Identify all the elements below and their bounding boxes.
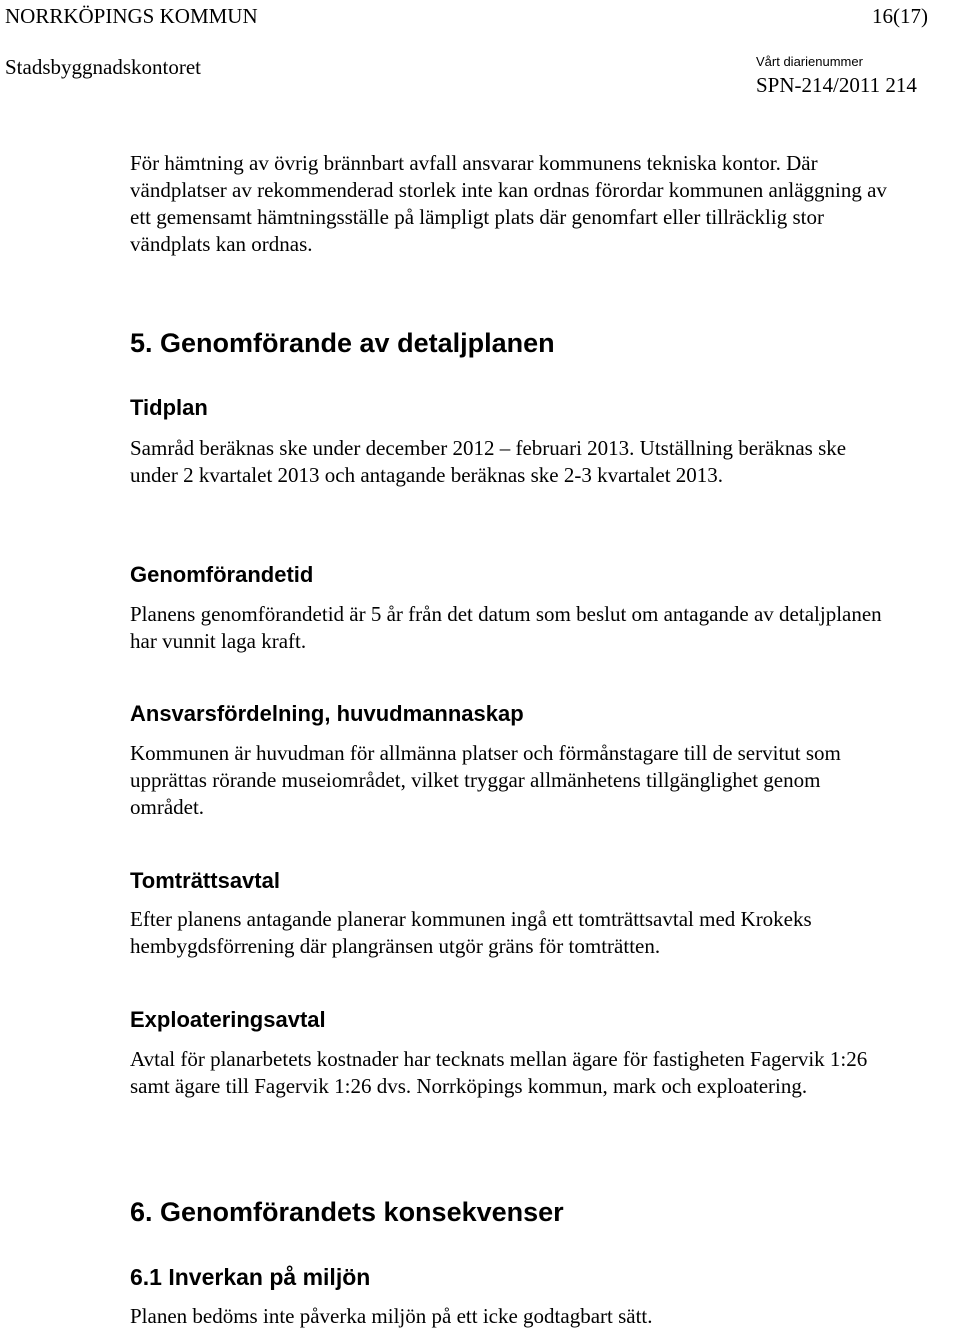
ansvar-paragraph: Kommunen är huvudman för allmänna platser och förmånstagare till de servitut som upprättas rörande museiområdet, vilket tryggar allmänhetens tillgänglighet genom området.	[130, 741, 841, 819]
exploatering-heading: Exploateringsavtal	[130, 1007, 326, 1032]
ansvar-heading: Ansvarsfördelning, huvudmannaskap	[130, 701, 524, 726]
intro-paragraph: För hämtning av övrig brännbart avfall ansvarar kommunens tekniska kontor. Där vändplatser av rekommenderad storlek inte kan ordnas förordar kommunen anläggning av ett gemensamt hämtningsställe på lämpligt plats där genomfart eller tillräcklig stor vändplats kan ordnas.	[130, 151, 887, 256]
tomtratt-heading: Tomträttsavtal	[130, 868, 280, 893]
exploatering-paragraph: Avtal för planarbetets kostnader har tecknats mellan ägare för fastigheten Fagervik 1:26 samt ägare till Fagervik 1:26 dvs. Norrköpings kommun, mark och exploatering.	[130, 1047, 868, 1098]
section-6-1-paragraph: Planen bedöms inte påverka miljön på ett icke godtagbart sätt.	[130, 1304, 653, 1328]
section-5-heading: 5. Genomförande av detaljplanen	[130, 328, 555, 358]
genomforandetid-heading: Genomförandetid	[130, 562, 314, 587]
department-name: Stadsbyggnadskontoret	[5, 55, 201, 79]
reference-number: SPN-214/2011 214	[756, 73, 917, 97]
tidplan-heading: Tidplan	[130, 395, 208, 420]
tomtratt-paragraph: Efter planens antagande planerar kommunen ingå ett tomträttsavtal med Krokeks hembygdsförrening där plangränsen utgör gräns för tomträtten.	[130, 907, 812, 958]
section-6-heading: 6. Genomförandets konsekvenser	[130, 1197, 564, 1227]
organization-name: NORRKÖPINGS KOMMUN	[5, 4, 258, 28]
genomforandetid-paragraph: Planens genomförandetid är 5 år från det datum som beslut om antagande av detaljplanen har vunnit laga kraft.	[130, 602, 882, 653]
page-number: 16(17)	[872, 4, 928, 28]
tidplan-paragraph: Samråd beräknas ske under december 2012 – februari 2013. Utställning beräknas ske under 2 kvartalet 2013 och antagande beräknas ske 2-3 kvartalet 2013.	[130, 436, 847, 487]
reference-label: Vårt diarienummer	[756, 54, 863, 69]
section-6-1-heading: 6.1 Inverkan på miljön	[130, 1264, 371, 1290]
